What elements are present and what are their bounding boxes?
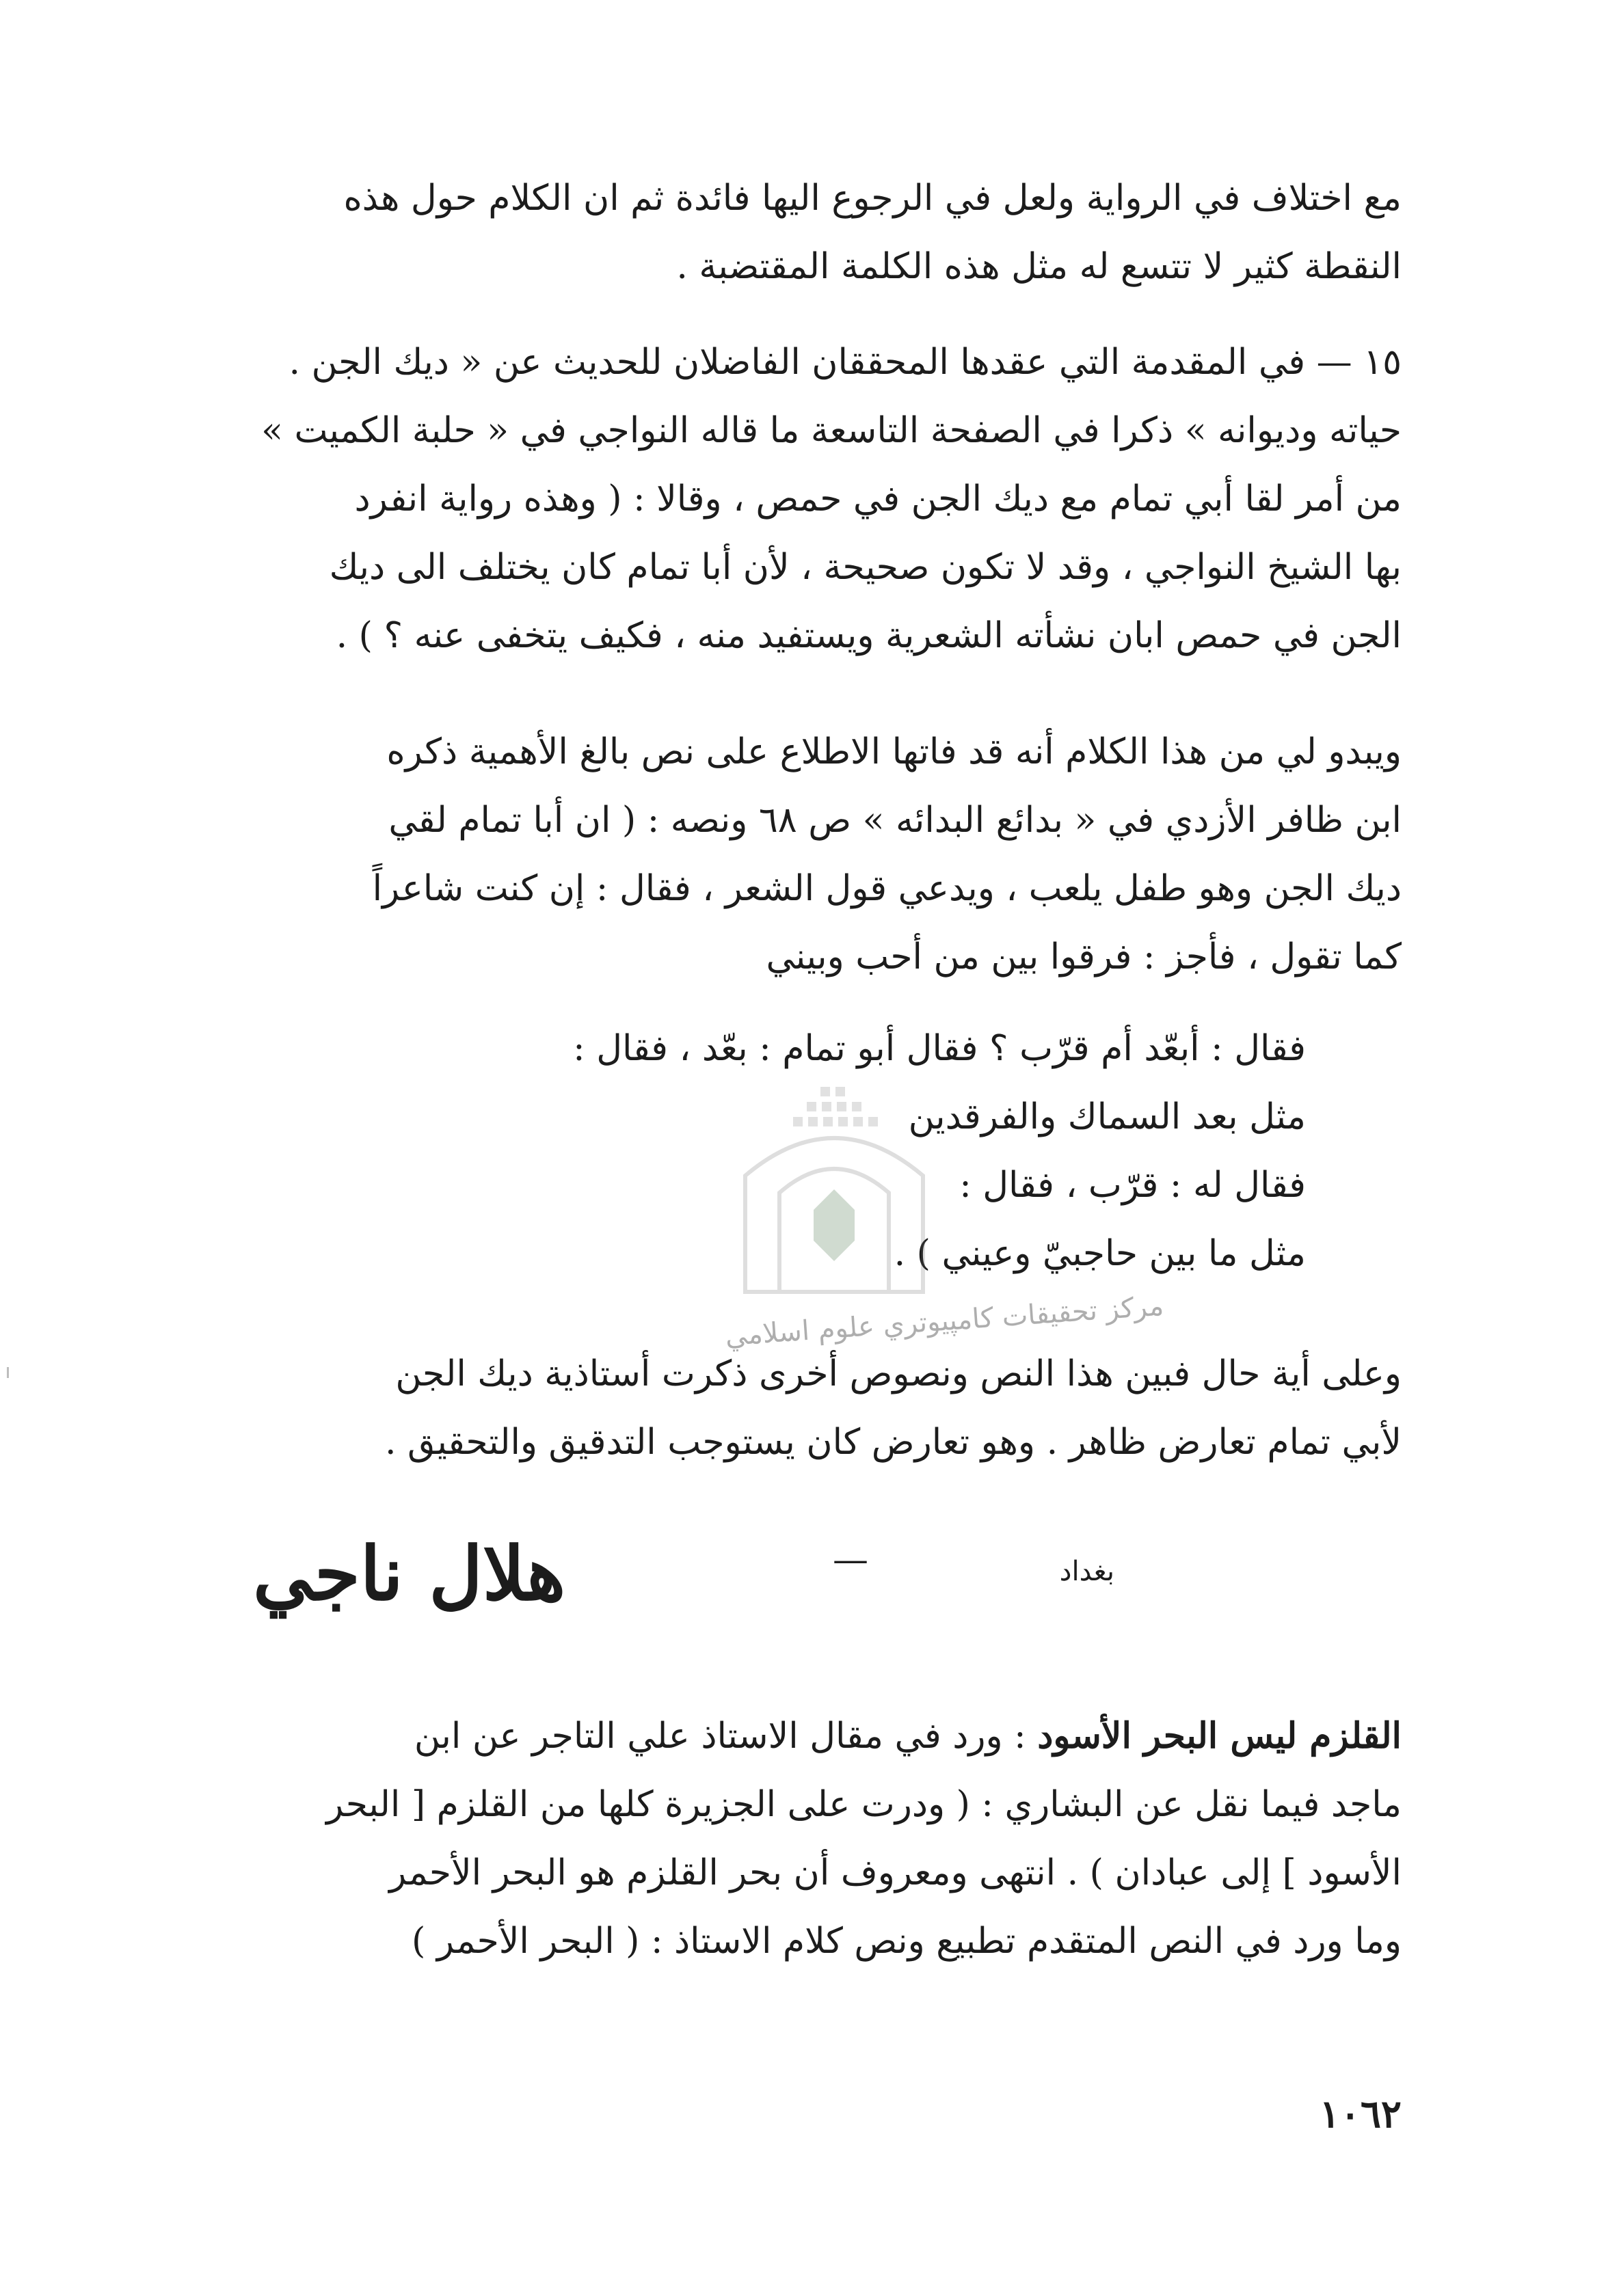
signature-dash: — <box>833 1539 868 1580</box>
text-line: النقطة كثير لا تتسع له مثل هذه الكلمة المقتضبة . <box>676 246 1402 287</box>
watermark-emblem-icon <box>718 1073 950 1306</box>
paragraph-continuation <box>231 164 1402 301</box>
text-fragment: : ورد في مقال الاستاذ علي التاجر عن ابن <box>414 1716 1038 1757</box>
text-line: ديك الجن وهو طفل يلعب ، ويدعي قول الشعر ، فقال : إن كنت شاعراً <box>372 868 1402 909</box>
text-line: ابن ظافر الأزدي في « بدائع البدائه » ص ٦٨ ونصه : ( ان أبا تمام لقي <box>388 800 1402 841</box>
section-heading: القلزم ليس البحر الأسود <box>1037 1715 1402 1757</box>
text-line: ١٥ — في المقدمة التي عقدها المحققان الفاضلان للحديث عن « ديك الجن . <box>289 342 1402 383</box>
text-line: وما ورد في النص المتقدم تطبيع ونص كلام الاستاذ : ( البحر الأحمر ) <box>412 1921 1402 1962</box>
text-line <box>231 1702 1402 1770</box>
text-line: من أمر لقا أبي تمام مع ديك الجن في حمص ، وقالا : ( وهذه رواية انفرد <box>354 478 1402 519</box>
verse-line: مثل بعد السماك والفرقدين <box>908 1096 1306 1137</box>
scan-margin-mark <box>7 1367 9 1378</box>
text-line: مع اختلاف في الرواية ولعل في الرجوع اليها فائدة ثم ان الكلام حول هذه <box>343 178 1402 219</box>
text-line: ماجد فيما نقل عن البشاري : ( ودرت على الجزيرة كلها من القلزم [ البحر <box>326 1784 1402 1825</box>
paragraph-conclusion <box>231 1340 1402 1476</box>
signature-place: بغداد <box>1059 1556 1114 1587</box>
watermark-text: مركز تحقيقات كامپيوتري علوم اسلامي <box>724 1290 1165 1353</box>
author-signature: هلال ناجي <box>253 1531 566 1617</box>
text-line: لأبي تمام تعارض ظاهر . وهو تعارض كان يستوجب التدقيق والتحقيق . <box>384 1422 1402 1463</box>
text-line: ويبدو لي من هذا الكلام أنه قد فاتها الاطلاع على نص بالغ الأهمية ذكره <box>386 731 1402 772</box>
paragraph-note-15 <box>231 328 1402 670</box>
verse-line: مثل ما بين حاجبيّ وعيني ) . <box>894 1233 1306 1274</box>
text-line: الأسود ] إلى عبادان ) . انتهى ومعروف أن بحر القلزم هو البحر الأحمر <box>389 1852 1402 1893</box>
paragraph-qulzum <box>231 1702 1402 1975</box>
text-line: وعلى أية حال فبين هذا النص ونصوص أخرى ذكرت أستاذية ديك الجن <box>395 1353 1402 1394</box>
page-number: ١٠٦٢ <box>1319 2092 1402 2137</box>
verse-line: فقال : أبعّد أم قرّب ؟ فقال أبو تمام : بعّد ، فقال : <box>573 1028 1306 1069</box>
text-line: حياته وديوانه » ذكرا في الصفحة التاسعة ما قاله النواجي في « حلبة الكميت » <box>261 410 1402 451</box>
text-line: بها الشيخ النواجي ، وقد لا تكون صحيحة ، لأن أبا تمام كان يختلف الى ديك <box>329 547 1402 588</box>
text-line: كما تقول ، فأجز : فرقوا بين من أحب وبيني <box>766 936 1402 977</box>
verse-line: فقال له : قرّب ، فقال : <box>959 1165 1306 1206</box>
paragraph-azdi-quote <box>231 718 1402 991</box>
text-line: الجن في حمص ابان نشأته الشعرية ويستفيد منه ، فكيف يتخفى عنه ؟ ) . <box>336 615 1402 656</box>
